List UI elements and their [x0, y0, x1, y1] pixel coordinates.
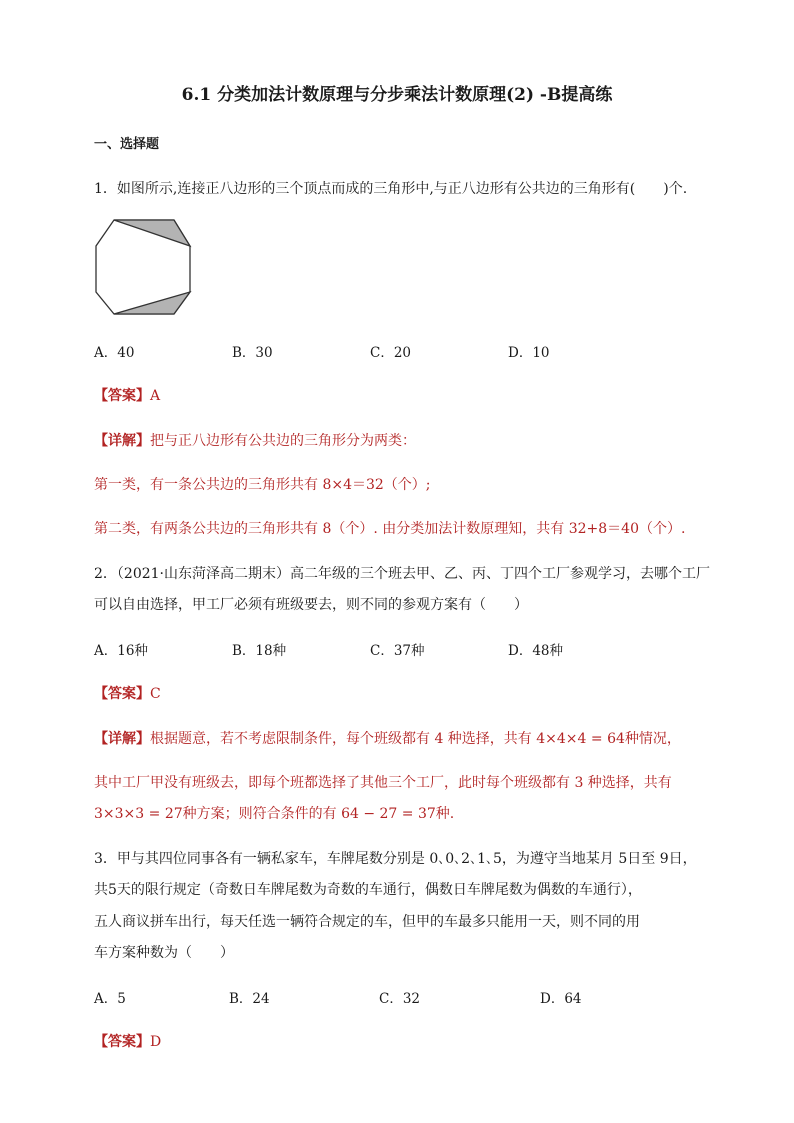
q2-option-d: D．48种 [508, 643, 564, 659]
answer-tag: 【答案】 [94, 1034, 150, 1050]
q2-detail-text-1: 根据题意，若不考虑限制条件，每个班级都有 4 种选择，共有 4×4×4 = 64种情况， [150, 731, 681, 747]
q1-detail-1 [94, 430, 416, 450]
q1-option-a: A．40 [94, 345, 135, 361]
q1-text: 1．如图所示,连接正八边形的三个顶点而成的三角形中,与正八边形有公共边的三角形有( )个. [94, 181, 688, 197]
q1-answer [94, 385, 160, 405]
q3-answer-value: D [150, 1034, 162, 1050]
shaded-triangle-top [114, 220, 190, 246]
q3-option-c: C．32 [379, 991, 421, 1007]
section-heading: 一、选择题 [94, 137, 160, 152]
answer-tag: 【答案】 [94, 686, 150, 702]
q1-detail-2: 第一类，有一条公共边的三角形共有 8×4＝32（个）; [94, 477, 431, 493]
q2-option-b: B．18种 [232, 643, 287, 659]
detail-tag: 【详解】 [94, 433, 150, 449]
q1-detail-3: 第二类，有两条公共边的三角形共有 8（个）. 由分类加法计数原理知，共有 32+8＝40（个）. [94, 521, 686, 537]
q3-text-3: 五人商议拼车出行，每天任选一辆符合规定的车，但甲的车最多只能用一天，则不同的用 [94, 914, 640, 930]
q3-text-1: 3．甲与其四位同事各有一辆私家车，车牌尾数分别是 0､0､2､1､5，为遵守当地某月 5日至 9日， [94, 851, 697, 867]
shaded-triangle-bottom [114, 292, 190, 314]
q3-text-2: 共5天的限行规定（奇数日车牌尾数为奇数的车通行，偶数日车牌尾数为偶数的车通行）， [94, 882, 642, 898]
q3-text-4: 车方案种数为（ ） [94, 945, 234, 961]
q2-text-1: 2．（2021·山东菏泽高二期末）高二年级的三个班去甲、乙、丙、丁四个工厂参观学习，去哪个工厂 [94, 566, 710, 582]
answer-tag: 【答案】 [94, 388, 150, 404]
q3-option-a: A．5 [94, 991, 126, 1007]
q2-answer-value: C [150, 686, 161, 702]
q1-option-c: C．20 [370, 345, 412, 361]
q3-option-d: D．64 [540, 991, 582, 1007]
octagon-figure [94, 218, 194, 318]
q2-detail-1 [94, 728, 681, 748]
detail-tag: 【详解】 [94, 731, 150, 747]
q3-option-b: B．24 [229, 991, 270, 1007]
q2-detail-2: 其中工厂甲没有班级去，即每个班都选择了其他三个工厂，此时每个班级都有 3 种选择，共有 [94, 775, 672, 791]
q1-option-b: B．30 [232, 345, 273, 361]
q2-detail-3: 3×3×3 = 27种方案；则符合条件的有 64 − 27 = 37种. [94, 806, 455, 822]
q3-answer [94, 1031, 161, 1051]
page-title: 6.1 分类加法计数原理与分步乘法计数原理(2) -B提高练 [181, 85, 613, 105]
q1-answer-value: A [150, 388, 161, 404]
q1-option-d: D．10 [508, 345, 550, 361]
q2-text-2: 可以自由选择，甲工厂必须有班级要去，则不同的参观方案有（ ） [94, 597, 528, 613]
q2-option-a: A．16种 [94, 643, 148, 659]
q1-detail-text-1: 把与正八边形有公共边的三角形分为两类： [150, 433, 416, 449]
q2-option-c: C．37种 [370, 643, 425, 659]
q2-answer [94, 683, 161, 703]
